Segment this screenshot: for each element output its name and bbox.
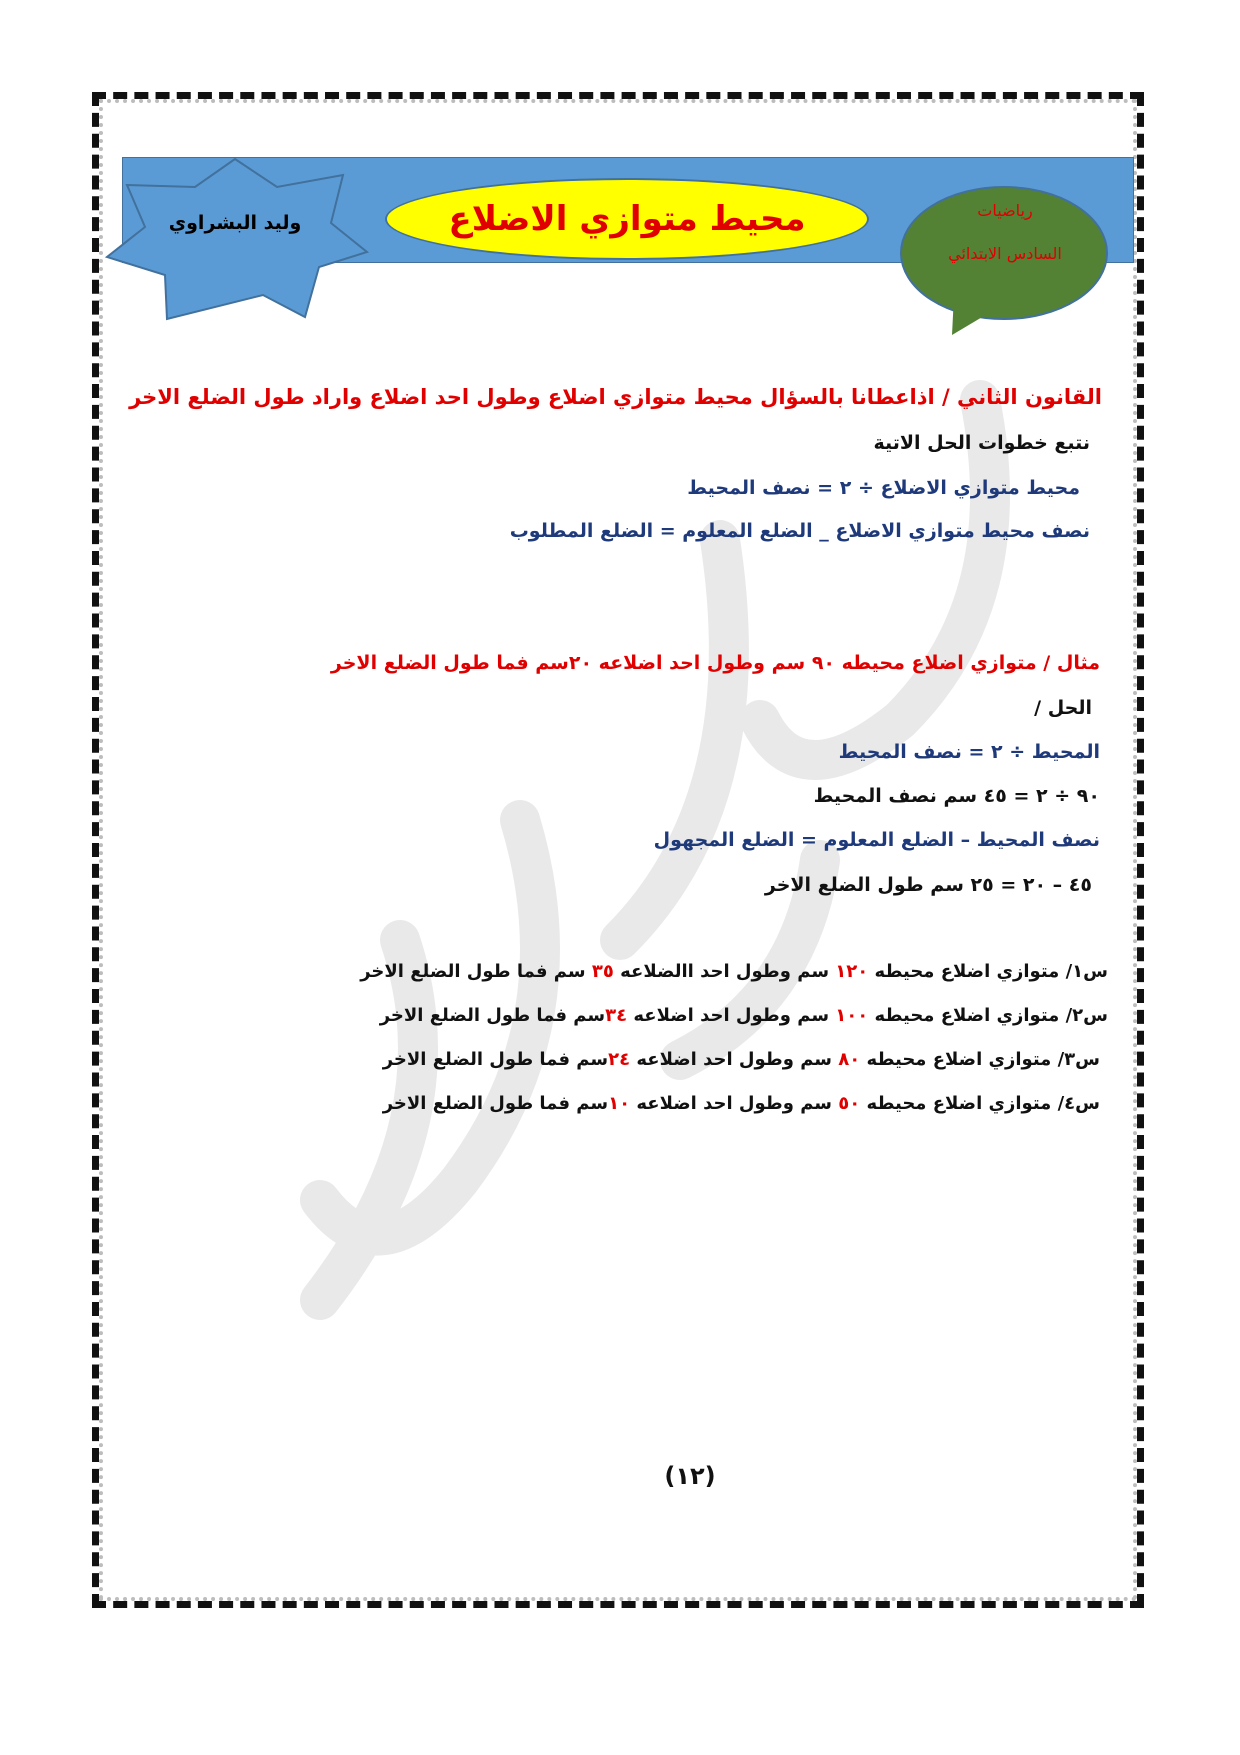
question-side: ١٠ (608, 1093, 631, 1114)
steps-intro: نتبع خطوات الحل الاتية (873, 432, 1090, 454)
question-prefix: س٣/ متوازي اضلاع محيطه (860, 1049, 1100, 1070)
question-mid: سم وطول احد اضلاعه (630, 1093, 839, 1114)
star-shape (105, 157, 370, 322)
question-side: ٢٤ (608, 1049, 631, 1070)
grade-label: السادس الابتدائي (948, 244, 1062, 263)
question-item (380, 1005, 1108, 1026)
solution-step-2: ٩٠ ÷ ٢ = ٤٥ سم نصف المحيط (813, 785, 1100, 807)
question-mid: سم وطول احد االضلاعه (613, 961, 836, 982)
rule-heading: القانون الثاني / اذاعطانا بالسؤال محيط متوازي اضلاع وطول احد اضلاع واراد طول الضلع الاخر (129, 385, 1102, 409)
solution-label: الحل / (1034, 697, 1092, 719)
solution-step-3: نصف المحيط – الضلع المعلوم = الضلع المجهول (653, 829, 1100, 851)
question-item (383, 1049, 1100, 1070)
solution-step-1: المحيط ÷ ٢ = نصف المحيط (838, 741, 1100, 763)
question-perimeter: ١٠٠ (835, 1005, 869, 1026)
solution-step-4: ٤٥ – ٢٠ = ٢٥ سم طول الضلع الاخر (764, 874, 1092, 896)
question-suffix: سم فما طول الضلع الاخر (382, 1049, 609, 1070)
question-perimeter: ١٢٠ (835, 961, 869, 982)
subject-label: رياضيات (977, 201, 1033, 220)
question-mid: سم وطول احد اضلاعه (627, 1005, 836, 1026)
rule-step-1: محيط متوازي الاضلاع ÷ ٢ = نصف المحيط (687, 477, 1080, 499)
question-prefix: س٤/ متوازي اضلاع محيطه (860, 1093, 1100, 1114)
question-mid: سم وطول احد اضلاعه (630, 1049, 839, 1070)
question-prefix: س١/ متوازي اضلاع محيطه (868, 961, 1108, 982)
rule-step-2: نصف محيط متوازي الاضلاع _ الضلع المعلوم = الضلع المطلوب (509, 520, 1090, 542)
title-badge (385, 178, 869, 260)
question-side: ٣٥ (591, 961, 614, 982)
question-item (360, 961, 1108, 982)
question-perimeter: ٨٠ (838, 1049, 861, 1070)
question-suffix: سم فما طول الضلع الاخر (379, 1005, 606, 1026)
page-number: (١٢) (664, 1462, 716, 1490)
author-name: وليد البشراوي (168, 212, 302, 234)
question-suffix: سم فما طول الضلع الاخر (382, 1093, 609, 1114)
question-side: ٣٤ (605, 1005, 628, 1026)
question-suffix: سم فما طول الضلع الاخر (360, 961, 592, 982)
example-question: مثال / متوازي اضلاع محيطه ٩٠ سم وطول احد اضلاعه ٢٠سم فما طول الضلع الاخر (330, 652, 1100, 674)
question-item (383, 1093, 1100, 1114)
question-perimeter: ٥٠ (838, 1093, 861, 1114)
question-prefix: س٢/ متوازي اضلاع محيطه (868, 1005, 1108, 1026)
page-title: محيط متوازي الاضلاع (448, 199, 806, 239)
